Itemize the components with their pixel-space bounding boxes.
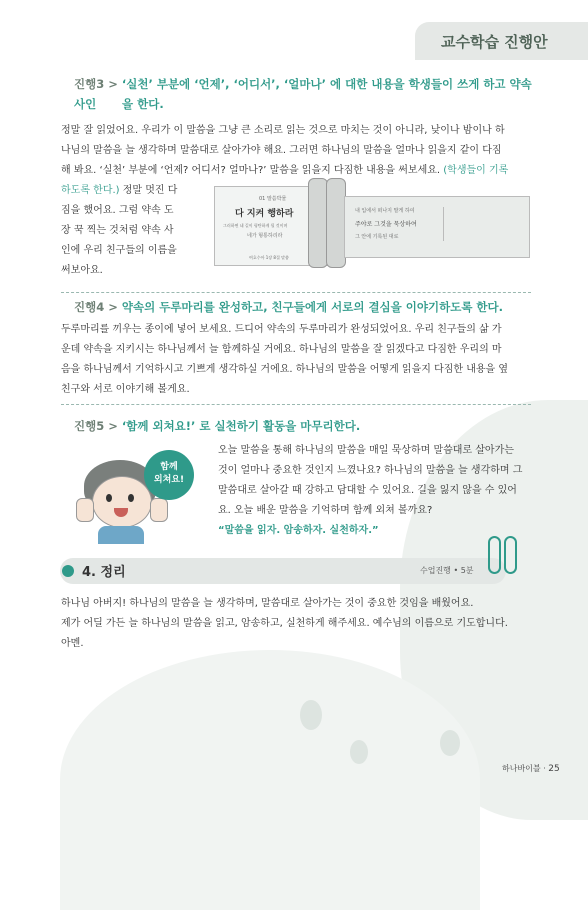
closing-paragraph bbox=[61, 594, 529, 654]
step4-title: 약속의 두루마리를 완성하고, 친구들에게 서로의 결심을 이야기하도록 한다. bbox=[121, 300, 504, 314]
card-line: 주야로 그것을 묵상하여 bbox=[355, 221, 417, 228]
card-small-label: 01 말씀박물 bbox=[259, 196, 287, 202]
text-line: 써보아요. bbox=[61, 265, 103, 276]
shout-text: “말씀을 읽자. 암송하자. 실천하자.” bbox=[218, 525, 379, 536]
text-line: 정말 잘 읽었어요. 우리가 이 말씀을 그냥 큰 소리로 읽는 것으로 마치는 것이 아니라, 낮이나 밤이나 하 bbox=[61, 125, 505, 136]
section-meta: 수업진행 • 5분 bbox=[420, 566, 474, 575]
background-shape bbox=[60, 650, 480, 910]
card-stamp-lines bbox=[443, 207, 518, 241]
decorative-dot bbox=[440, 730, 460, 756]
footer bbox=[502, 763, 560, 774]
step3-label: 진행3 > bbox=[74, 77, 118, 91]
scroll-roll-right bbox=[326, 178, 346, 268]
step3-title-line1: ‘실천’ 부분에 ‘언제’, ‘어디서’, ‘얼마나’ 에 대한 내용을 학생들이 쓰게 하고 약속 사인 bbox=[74, 77, 532, 111]
scroll-roll-left bbox=[308, 178, 328, 268]
speech-text: 함께 bbox=[160, 462, 178, 472]
page-number: 25 bbox=[548, 764, 560, 774]
step4-paragraph bbox=[61, 320, 529, 400]
card-subtext: 그러하면 네 길이 평탄하게 될 것이며 bbox=[223, 223, 288, 228]
step3-title-line2: 을 한다. bbox=[122, 97, 164, 111]
text-line: 말씀대로 살아갈 때 강하고 담대할 수 있어요. 길을 잃지 않을 수 있어 bbox=[218, 485, 517, 496]
inline-note-cont: 하도록 한다.) bbox=[61, 185, 120, 196]
text-line: 인에 우리 친구들의 이름을 bbox=[61, 245, 177, 256]
step5-label: 진행5 > bbox=[74, 419, 118, 433]
footer-separator: · bbox=[543, 764, 549, 773]
decorative-dot bbox=[300, 700, 322, 730]
scroll-card-right bbox=[344, 196, 530, 258]
step4-label: 진행4 > bbox=[74, 300, 118, 314]
text-line: 친구와 서로 이야기해 볼게요. bbox=[61, 384, 190, 395]
scroll-illustration bbox=[214, 178, 530, 266]
text-segment: 정말 멋진 다 bbox=[119, 185, 178, 196]
step5-heading bbox=[74, 416, 544, 436]
text-line: 하나님 아버지! 하나님의 말씀을 늘 생각하며, 말씀대로 살아가는 것이 중요한 것임을 배웠어요. bbox=[61, 598, 474, 609]
text-line: 것이 얼마나 중요한 것인지 느꼈나요? 하나님의 말씀을 늘 생각하며 그 bbox=[218, 465, 523, 476]
divider bbox=[61, 404, 531, 405]
character-hand bbox=[150, 498, 168, 522]
text-line: 음을 하나님께서 기억하시고 기쁘게 생각하실 거에요. 하나님의 말씀을 어떻게 읽을지 다짐한 내용을 옆 bbox=[61, 364, 509, 375]
card-line: 내 입에서 떠나지 말게 하여 bbox=[355, 208, 415, 214]
character-eye bbox=[128, 494, 134, 502]
text-line: 장 꾹 찍는 것처럼 약속 사 bbox=[61, 225, 174, 236]
character-shirt bbox=[98, 526, 144, 544]
divider bbox=[61, 292, 531, 293]
inline-note: (학생들이 기록 bbox=[443, 165, 509, 176]
text-line: 요. 오늘 배운 말씀을 기억하며 함께 외쳐 볼까요? bbox=[218, 505, 433, 516]
step3-heading-cont bbox=[122, 94, 164, 114]
character-eye bbox=[106, 494, 112, 502]
step4-heading bbox=[74, 297, 544, 317]
step5-paragraph bbox=[218, 441, 530, 541]
card-title: 다 지켜 행하라 bbox=[235, 209, 294, 219]
card-reference: 여호수아 1장 8절 말씀 bbox=[249, 255, 289, 260]
text-line: 오늘 말씀을 통해 하나님의 말씀을 매일 묵상하며 말씀대로 살아가는 bbox=[218, 445, 514, 456]
header-tab bbox=[415, 22, 588, 60]
text-line: 운데 약속을 지키시는 하나님께서 늘 함께하실 거에요. 하나님의 말씀을 잘 읽겠다고 다짐한 우리의 마 bbox=[61, 344, 502, 355]
character-hand bbox=[76, 498, 94, 522]
text-line: 제가 어딜 가든 늘 하나님의 말씀을 읽고, 암송하고, 실천하게 해주세요. 예수님의 이름으로 기도합니다. bbox=[61, 618, 508, 629]
decorative-dot bbox=[350, 740, 368, 764]
card-subtext2: 네가 형통하리라 bbox=[247, 233, 283, 239]
text-line: 나님의 말씀을 늘 생각하며 말씀대로 살아가야 해요. 그러면 하나님의 말씀을 얼마나 읽을지 같이 다짐 bbox=[61, 145, 502, 156]
speech-text: 외쳐요! bbox=[153, 475, 185, 485]
text-line: 아멘. bbox=[61, 638, 84, 649]
step5-title: ‘함께 외쳐요!’ 로 실천하기 활동을 마무리한다. bbox=[121, 419, 361, 433]
section-title: 4. 정리 bbox=[82, 565, 126, 580]
character-face bbox=[92, 476, 152, 528]
text-segment: 해 봐요. ‘실천’ 부분에 ‘언제? 어디서? 얼마나?’ 말씀을 읽을지 다짐한 내용을 써보세요. bbox=[61, 165, 441, 176]
section-marker bbox=[62, 565, 74, 577]
card-line: 그 안에 기록된 대로 bbox=[355, 234, 399, 240]
speech-bubble bbox=[144, 450, 194, 500]
header-tab-label: 교수학습 진행안 bbox=[441, 33, 548, 51]
paperclip-icon bbox=[488, 536, 501, 574]
text-line: 짐을 했어요. 그럼 약속 도 bbox=[61, 205, 174, 216]
footer-book: 하나바이블 bbox=[502, 764, 541, 773]
text-line: 두루마리를 끼우는 종이에 넣어 보세요. 드디어 약속의 두루마리가 완성되었어요. 우리 친구들의 삶 가 bbox=[61, 324, 502, 335]
paperclip-icon bbox=[504, 536, 517, 574]
